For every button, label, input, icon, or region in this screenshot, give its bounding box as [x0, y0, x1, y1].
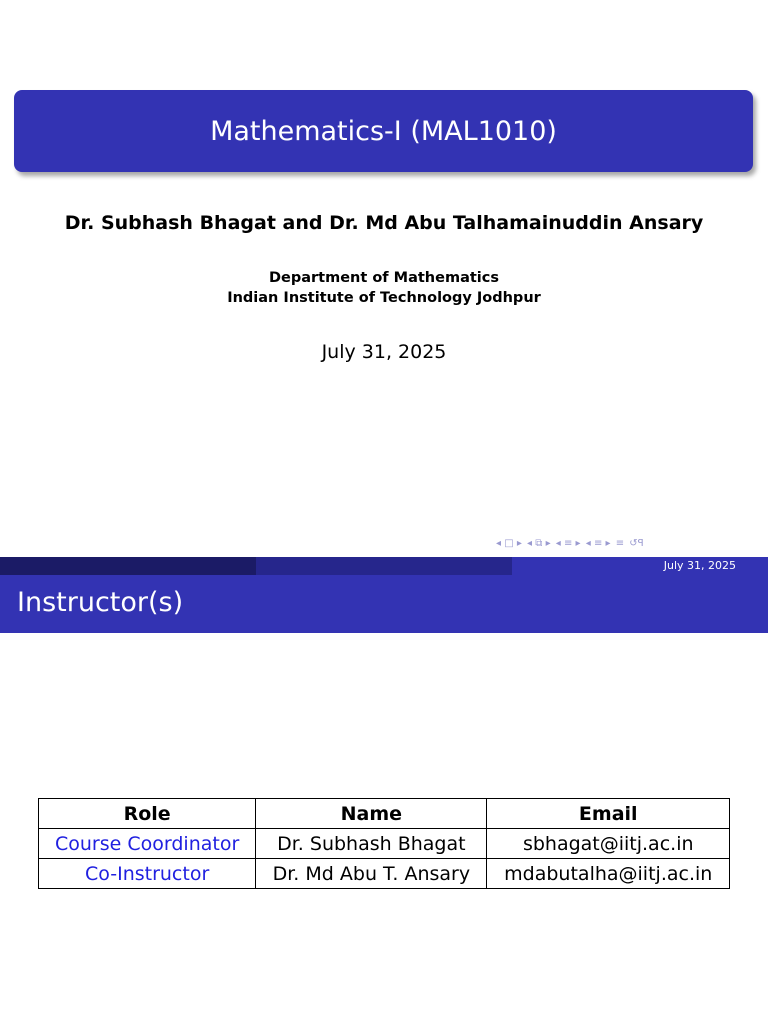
- nav-search-icon[interactable]: ↺ꟼ: [629, 538, 644, 549]
- email-cell: mdabutalha@iitj.ac.in: [487, 859, 730, 889]
- institute: Indian Institute of Technology Jodhpur: [227, 290, 541, 306]
- nav-frame-icon[interactable]: ◂ □ ▸: [496, 538, 522, 549]
- frame-title-bar: [0, 575, 768, 633]
- slide-title-box: [14, 90, 753, 172]
- presentation-date: July 31, 2025: [321, 341, 447, 363]
- table-row: [39, 859, 730, 889]
- footer-segment-middle: [256, 557, 512, 575]
- beamer-navigation-bar: [496, 538, 764, 552]
- nav-subsection2-icon[interactable]: ◂ ≡ ▸: [585, 538, 611, 549]
- role-cell[interactable]: Co-Instructor: [39, 859, 256, 889]
- nav-section-icon[interactable]: ◂ ≡ ▸: [555, 538, 581, 549]
- instructors-table: [38, 798, 730, 889]
- table-header-row: [39, 799, 730, 829]
- nav-subsection-icon[interactable]: ◂ ⧉ ▸: [527, 538, 551, 549]
- footer-strip: [0, 557, 768, 575]
- name-cell: Dr. Subhash Bhagat: [256, 829, 487, 859]
- column-header-email: Email: [487, 799, 730, 829]
- email-cell: sbhagat@iitj.ac.in: [487, 829, 730, 859]
- nav-align-icon[interactable]: ≡: [615, 538, 625, 549]
- footer-segment-left: [0, 557, 256, 575]
- column-header-role: Role: [39, 799, 256, 829]
- footer-date: July 31, 2025: [663, 559, 736, 572]
- role-cell[interactable]: Course Coordinator: [39, 829, 256, 859]
- department: Department of Mathematics: [268, 270, 499, 286]
- frame-title: Instructor(s): [17, 587, 184, 618]
- slide-title: Mathematics-I (MAL1010): [210, 115, 557, 147]
- table-row: [39, 829, 730, 859]
- authors: Dr. Subhash Bhagat and Dr. Md Abu Talhamainuddin Ansary: [64, 212, 704, 234]
- column-header-name: Name: [256, 799, 487, 829]
- name-cell: Dr. Md Abu T. Ansary: [256, 859, 487, 889]
